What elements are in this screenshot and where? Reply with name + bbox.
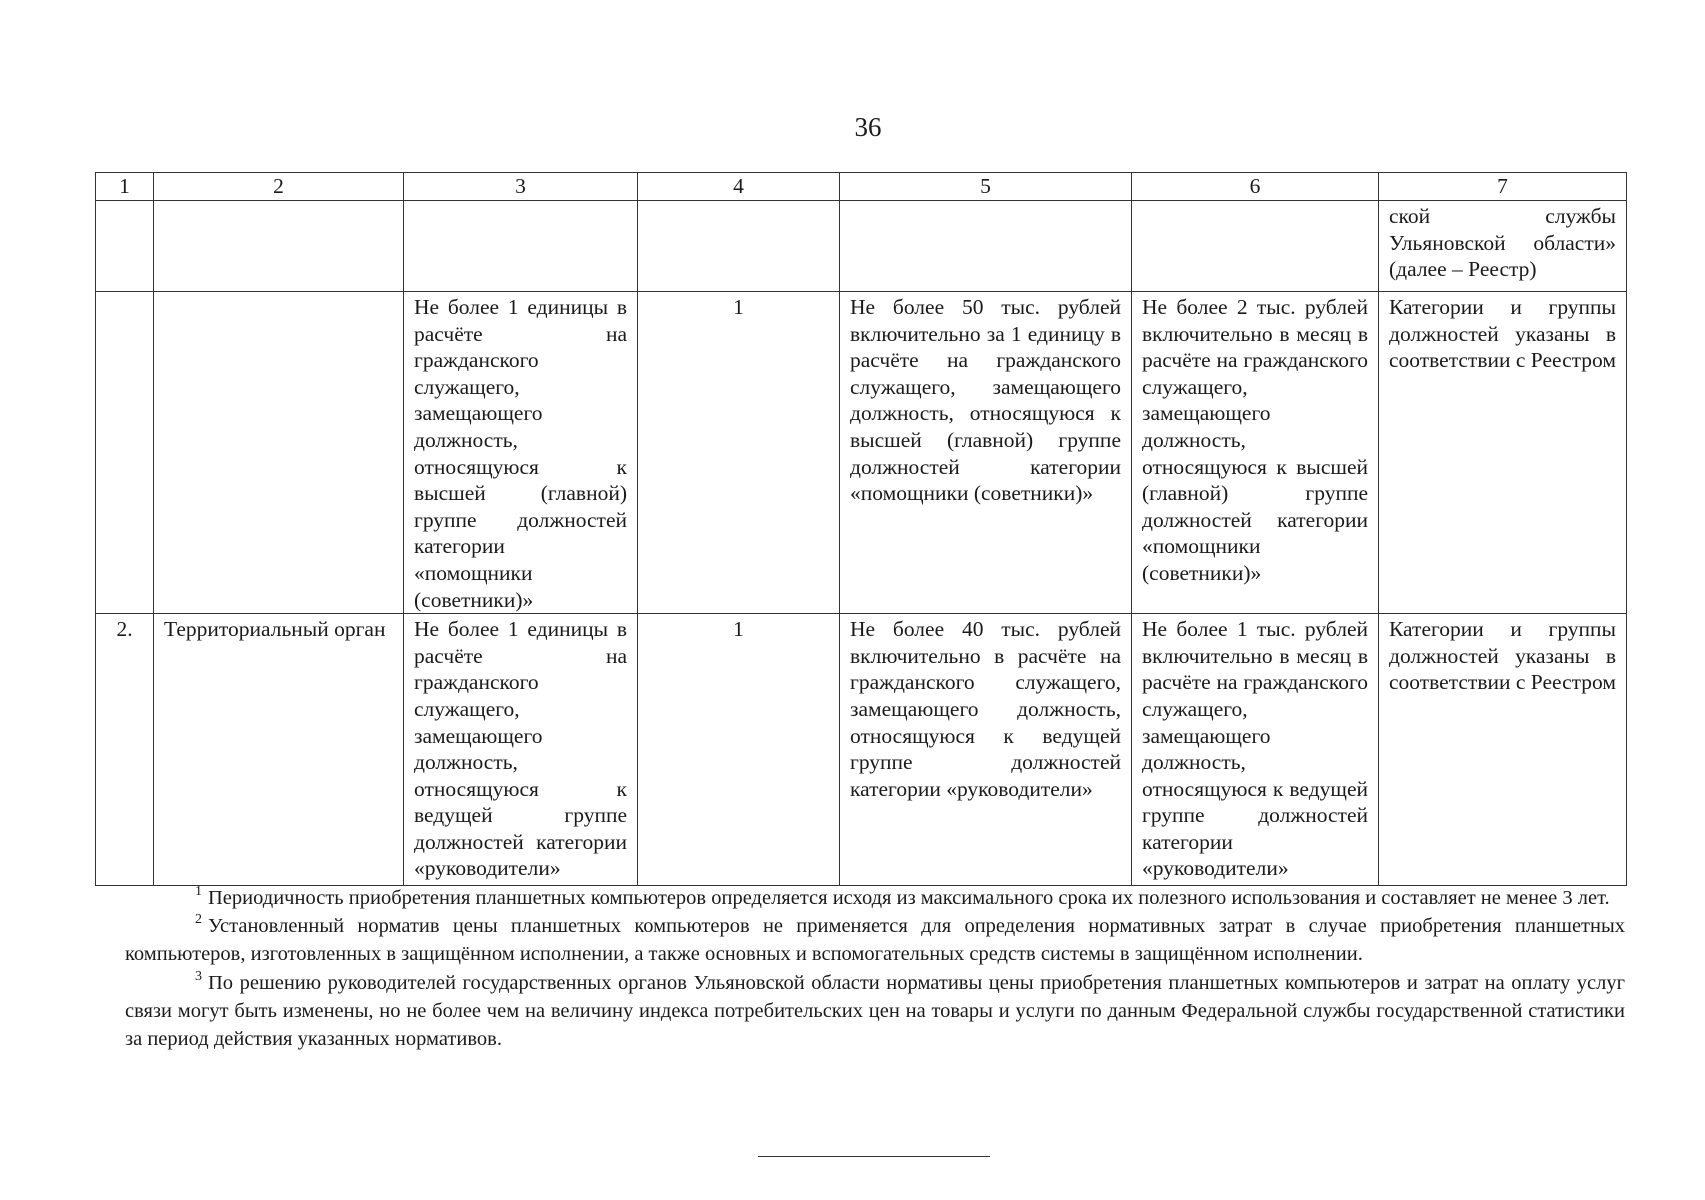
column-header: 7 <box>1379 173 1627 201</box>
column-header: 2 <box>154 173 404 201</box>
table-cell-number <box>96 292 154 614</box>
table-cell-organ <box>154 292 404 614</box>
table-cell-number: 2. <box>96 614 154 886</box>
table-cell <box>96 201 154 292</box>
table-cell <box>154 201 404 292</box>
column-header: 1 <box>96 173 154 201</box>
footnote <box>125 969 1625 1054</box>
column-header: 6 <box>1132 173 1379 201</box>
table-cell-count: 1 <box>638 614 840 886</box>
table-cell-count: 1 <box>638 292 840 614</box>
column-header: 4 <box>638 173 840 201</box>
table-row <box>96 614 1627 886</box>
column-header: 3 <box>404 173 638 201</box>
table-cell-price: Не более 50 тыс. рублей включительно за 1 единицу в расчёте на гражданского служащего, замещающего должность, относящуюся к высшей (главной) группе должностей категории «помощники (советники)» <box>840 292 1132 614</box>
footnote <box>125 912 1625 968</box>
table-cell <box>840 201 1132 292</box>
table-cell <box>404 201 638 292</box>
table-cell <box>1132 201 1379 292</box>
norms-table <box>95 172 1627 886</box>
footnote-text: Установленный норматив цены планшетных компьютеров не применяется для определения нормативных затрат в случае приобретения планшетных компьютеров, изготовленных в защищённом исполнении, а также основных и вспомогательных средств системы в защищённом исполнении. <box>125 915 1625 966</box>
table-cell-categories: Категории и группы должностей указаны в соответствии с Реестром <box>1379 614 1627 886</box>
table-cell-organ: Территориальный орган <box>154 614 404 886</box>
table-cell-monthly-cost: Не более 2 тыс. рублей включительно в месяц в расчёте на гражданского служащего, замещающего должность, относящуюся к высшей (главной) группе должностей категории «помощники (советники)» <box>1132 292 1379 614</box>
page-number: 36 <box>854 112 882 142</box>
footnote-mark: 3 <box>195 968 202 984</box>
table-continuation-row <box>96 201 1627 292</box>
table-cell-quantity: Не более 1 единицы в расчёте на гражданского служащего, замещающего должность, относящуюся к высшей (главной) группе должностей категории «помощники (советники)» <box>404 292 638 614</box>
table-cell-registry-continuation: ской службы Ульяновской области» (далее – Реестр) <box>1379 201 1627 292</box>
footnotes <box>125 884 1625 1053</box>
footnote-rule <box>758 1156 990 1157</box>
footnote-mark: 2 <box>195 912 202 928</box>
footnote-mark: 1 <box>195 884 202 899</box>
footnote-text: Периодичность приобретения планшетных компьютеров определяется исходя из максимального срока их полезного использования и составляет не менее 3 лет. <box>208 887 1610 909</box>
table-row <box>96 292 1627 614</box>
table-cell-quantity: Не более 1 единицы в расчёте на гражданского служащего, замещающего должность, относящуюся к ведущей группе должностей категории «руководители» <box>404 614 638 886</box>
footnote <box>125 884 1625 912</box>
column-header: 5 <box>840 173 1132 201</box>
table-cell-categories: Категории и группы должностей указаны в соответствии с Реестром <box>1379 292 1627 614</box>
table-header-row <box>96 173 1627 201</box>
table-cell-price: Не более 40 тыс. рублей включительно в расчёте на гражданского служащего, замещающего должность, относящуюся к ведущей группе должностей категории «руководители» <box>840 614 1132 886</box>
footnote-text: По решению руководителей государственных органов Ульяновской области нормативы цены приобретения планшетных компьютеров и затрат на оплату услуг связи могут быть изменены, но не более чем на величину индекса потребительских цен на товары и услуги по данным Федеральной службы государственной статистики за период действия указанных нормативов. <box>125 971 1625 1051</box>
table-cell-monthly-cost: Не более 1 тыс. рублей включительно в месяц в расчёте на гражданского служащего, замещающего должность, относящуюся к ведущей группе должностей категории «руководители» <box>1132 614 1379 886</box>
table-cell <box>638 201 840 292</box>
